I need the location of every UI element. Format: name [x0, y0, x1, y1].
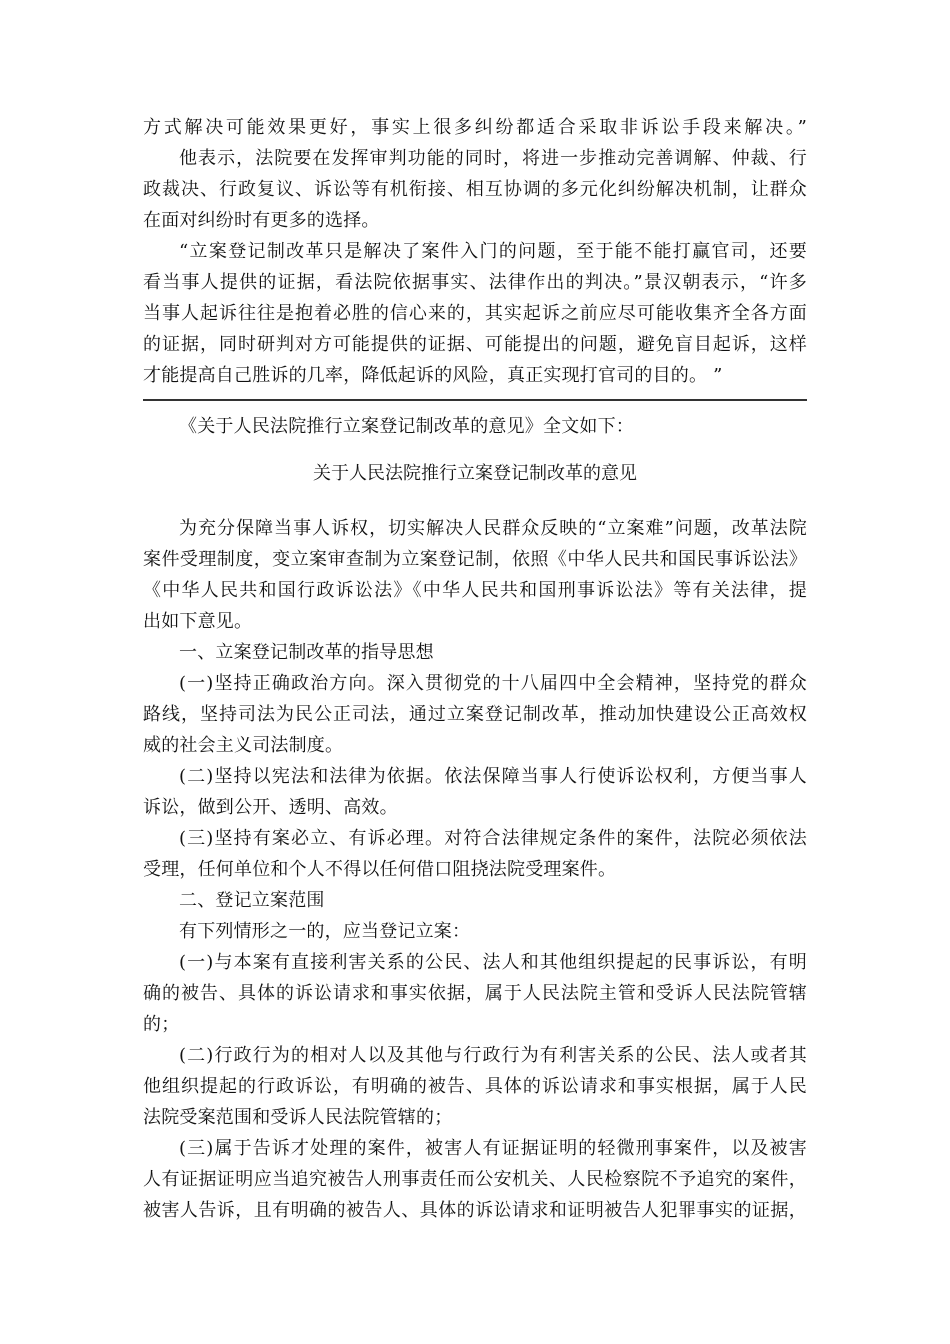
paragraph-line: 《中华人民共和国行政诉讼法》《中华人民共和国刑事诉讼法》等有关法律，提 — [143, 580, 807, 601]
section-heading: 一、立案登记制改革的指导思想 — [179, 642, 434, 663]
paragraph-line: 威的社会主义司法制度。 — [143, 735, 344, 756]
paragraph-line: 被害人告诉，且有明确的被告人、具体的诉讼请求和证明被告人犯罪事实的证据， — [143, 1200, 807, 1221]
section-divider — [143, 399, 807, 401]
paragraph-line: 法院受案范围和受诉人民法院管辖的； — [143, 1107, 453, 1128]
intro-line: 《关于人民法院推行立案登记制改革的意见》全文如下： — [179, 416, 634, 437]
paragraph-line: (一)坚持正确政治方向。深入贯彻党的十八届四中全会精神，坚持党的群众 — [179, 673, 807, 694]
paragraph-line: 的证据，同时研判对方可能提供的证据、可能提出的问题，避免盲目起诉，这样 — [143, 334, 807, 355]
document-title: 关于人民法院推行立案登记制改革的意见 — [313, 463, 637, 484]
paragraph-line: 才能提高自己胜诉的几率，降低起诉的风险，真正实现打官司的目的。 ” — [143, 365, 723, 386]
paragraph-line: 人有证据证明应当追究被告人刑事责任而公安机关、人民检察院不予追究的案件， — [143, 1169, 807, 1190]
top-section — [143, 112, 807, 391]
paragraph-line: 他表示，法院要在发挥审判功能的同时，将进一步推动完善调解、仲裁、行 — [179, 148, 807, 169]
document-page — [143, 112, 807, 1226]
paragraph-line: (三)属于告诉才处理的案件，被害人有证据证明的轻微刑事案件，以及被害 — [179, 1138, 807, 1159]
paragraph-line: 受理，任何单位和个人不得以任何借口阻挠法院受理案件。 — [143, 859, 617, 880]
paragraph-line: 案件受理制度，变立案审查制为立案登记制，依照《中华人民共和国民事诉讼法》 — [143, 549, 807, 570]
paragraph-line: 政裁决、行政复议、诉讼等有机衔接、相互协调的多元化纠纷解决机制，让群众 — [143, 179, 807, 200]
paragraph-line: 方式解决可能效果更好，事实上很多纠纷都适合采取非诉讼手段来解决。” — [143, 117, 807, 138]
section-heading: 二、登记立案范围 — [179, 890, 325, 911]
paragraph-line: 出如下意见。 — [143, 611, 253, 632]
paragraph-line: 有下列情形之一的，应当登记立案： — [179, 921, 471, 942]
paragraph-line: 为充分保障当事人诉权，切实解决人民群众反映的“立案难”问题，改革法院 — [179, 518, 807, 539]
body-section — [143, 513, 807, 1226]
paragraph-line: (一)与本案有直接利害关系的公民、法人和其他组织提起的民事诉讼，有明 — [179, 952, 807, 973]
paragraph-line: (二)坚持以宪法和法律为依据。依法保障当事人行使诉讼权利，方便当事人 — [179, 766, 807, 787]
paragraph-line: (二)行政行为的相对人以及其他与行政行为有利害关系的公民、法人或者其 — [179, 1045, 807, 1066]
paragraph-line: 当事人起诉往往是抱着必胜的信心来的，其实起诉之前应尽可能收集齐全各方面 — [143, 303, 807, 324]
paragraph-line: 在面对纠纷时有更多的选择。 — [143, 210, 380, 231]
paragraph-line: 他组织提起的行政诉讼，有明确的被告、具体的诉讼请求和事实根据，属于人民 — [143, 1076, 807, 1097]
paragraph-line: 确的被告、具体的诉讼请求和事实依据，属于人民法院主管和受诉人民法院管辖 — [143, 983, 807, 1004]
paragraph-line: (三)坚持有案必立、有诉必理。对符合法律规定条件的案件，法院必须依法 — [179, 828, 807, 849]
paragraph-line: 路线，坚持司法为民公正司法，通过立案登记制改革，推动加快建设公正高效权 — [143, 704, 807, 725]
paragraph-line: 的； — [143, 1014, 180, 1035]
paragraph-line: 诉讼，做到公开、透明、高效。 — [143, 797, 398, 818]
paragraph-line: 看当事人提供的证据，看法院依据事实、法律作出的判决。”景汉朝表示，“许多 — [143, 272, 807, 293]
paragraph-line: “立案登记制改革只是解决了案件入门的问题，至于能不能打赢官司，还要 — [179, 241, 807, 262]
